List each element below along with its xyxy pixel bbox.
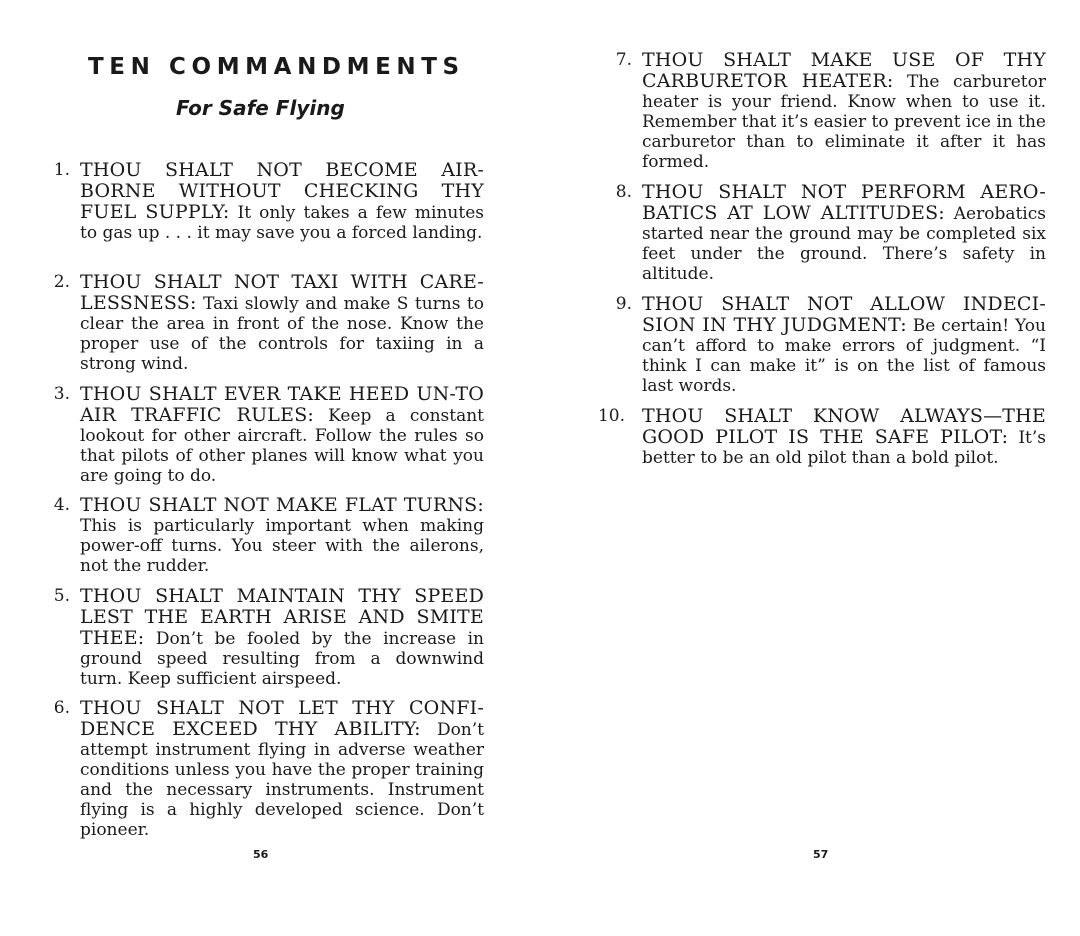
commandment-4 <box>53 494 484 576</box>
commandment-body: Aerobatics started near the ground may be completed six feet under the ground. There’s safety in altitude. <box>642 204 1046 284</box>
commandment-number: 5. <box>53 586 70 606</box>
commandment-number: 6. <box>53 698 70 718</box>
commandment-body: Be certain! You can’t afford to make errors of judgment. “I think I can make it” is on the list of famous last words. <box>642 316 1046 396</box>
commandment-number: 10. <box>597 406 625 426</box>
page-number: 56 <box>253 848 269 861</box>
commandment-body: Don’t attempt instrument flying in adverse weather conditions unless you have the proper training and the necessary instruments. Instrument flying is a highly developed science. Don’t pioneer. <box>80 720 484 840</box>
right-page <box>540 0 1080 936</box>
commandment-body: It only takes a few minutes to gas up . . . it may save you a forced landing. <box>80 203 484 243</box>
commandment-heading: THOU SHALT NOT TAXI WITH CARE-LESSNESS: <box>80 271 484 314</box>
commandment-heading: THOU SHALT MAKE USE OF THY CARBURETOR HEATER: <box>642 49 1046 92</box>
commandment-heading: THOU SHALT NOT LET THY CONFI-DENCE EXCEED THY ABILITY: <box>80 697 484 740</box>
commandment-heading: THOU SHALT EVER TAKE HEED UN-TO AIR TRAFFIC RULES: <box>80 383 484 426</box>
commandment-body: The carburetor heater is your friend. Know when to use it. Remember that it’s easier to prevent ice in the carburetor than to eliminate it after it has formed. <box>642 72 1046 172</box>
commandment-heading: THOU SHALT KNOW ALWAYS—THE GOOD PILOT IS THE SAFE PILOT: <box>642 405 1046 448</box>
page-subtitle: For Safe Flying <box>176 96 345 120</box>
commandment-8 <box>615 181 1046 284</box>
commandment-1 <box>53 159 484 243</box>
commandment-number: 8. <box>615 182 632 202</box>
commandment-7 <box>615 49 1046 172</box>
commandment-9 <box>615 293 1046 396</box>
commandment-number: 4. <box>53 495 70 515</box>
commandment-5 <box>53 585 484 689</box>
commandment-body: Don’t be fooled by the increase in ground speed resulting from a downwind turn. Keep sufficient airspeed. <box>80 629 484 689</box>
commandment-body: It’s better to be an old pilot than a bold pilot. <box>642 428 1046 468</box>
commandment-number: 3. <box>53 384 70 404</box>
commandment-heading: THOU SHALT NOT MAKE FLAT TURNS: <box>80 494 484 516</box>
commandment-heading: THOU SHALT MAINTAIN THY SPEED LEST THE EARTH ARISE AND SMITE THEE: <box>80 585 484 649</box>
commandment-body: Keep a constant lookout for other aircraft. Follow the rules so that pilots of other planes will know what you are going to do. <box>80 406 484 486</box>
commandment-heading: THOU SHALT NOT BECOME AIR-BORNE WITHOUT CHECKING THY FUEL SUPPLY: <box>80 159 484 223</box>
commandment-body: This is particularly important when making power-off turns. You steer with the ailerons, not the rudder. <box>80 516 484 576</box>
commandment-number: 9. <box>615 294 632 314</box>
page-number: 57 <box>813 848 829 861</box>
commandment-2 <box>53 271 484 374</box>
commandment-number: 7. <box>615 50 632 70</box>
commandment-3 <box>53 383 484 486</box>
commandment-heading: THOU SHALT NOT ALLOW INDECI-SION IN THY JUDGMENT: <box>642 293 1046 336</box>
commandment-10 <box>597 405 1046 468</box>
commandment-body: Taxi slowly and make S turns to clear the area in front of the nose. Know the proper use of the controls for taxiing in a strong wind. <box>80 294 484 374</box>
commandment-heading: THOU SHALT NOT PERFORM AERO-BATICS AT LOW ALTITUDES: <box>642 181 1046 224</box>
commandment-number: 2. <box>53 272 70 292</box>
page-title: TEN COMMANDMENTS <box>88 54 465 80</box>
commandment-6 <box>53 697 484 840</box>
commandment-number: 1. <box>53 160 70 180</box>
